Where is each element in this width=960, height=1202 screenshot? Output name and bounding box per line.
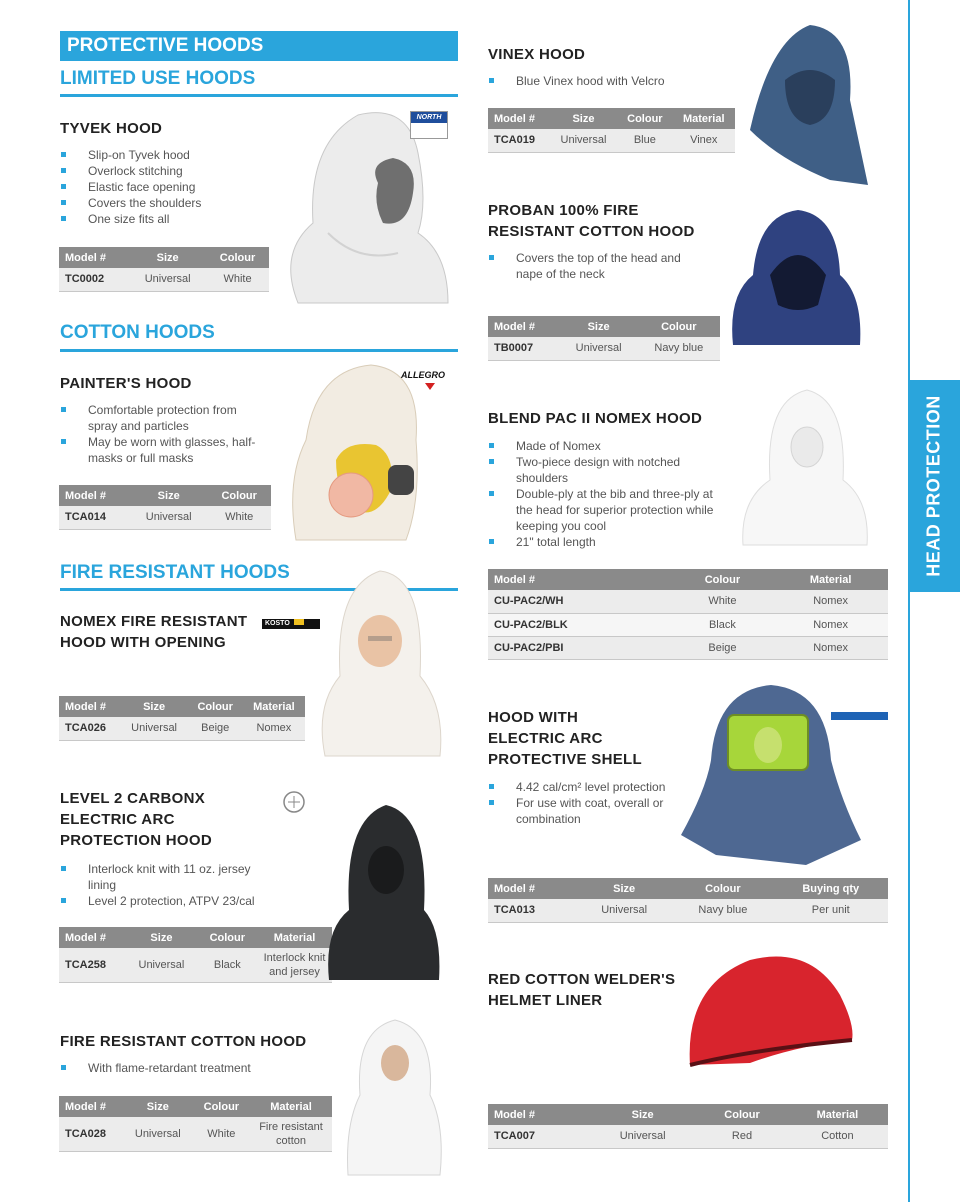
table-header: Size [129, 247, 206, 268]
spec-table-arc-shell [488, 878, 888, 923]
spec-table-carbonx [59, 927, 332, 983]
cell-model: CU-PAC2/WH [488, 590, 672, 613]
product-title-fr-cotton: FIRE RESISTANT COTTON HOOD [60, 1033, 307, 1050]
product-title-blendpac: BLEND PAC II NOMEX HOOD [488, 410, 703, 427]
bullet-item: May be worn with glasses, half-masks or full masks [60, 434, 260, 466]
carbonx-hood-image [324, 800, 444, 990]
table-row [488, 636, 888, 659]
section-title-fire-resistant: FIRE RESISTANT HOODS [60, 562, 290, 583]
bullet-item: For use with coat, overall or combination [488, 795, 668, 827]
spec-table-blendpac [488, 569, 888, 660]
table-header: Material [243, 696, 305, 717]
cell-buying-qty: Per unit [774, 899, 888, 922]
section-title-limited-use: LIMITED USE HOODS [60, 68, 256, 89]
table-header: Colour [193, 1096, 250, 1117]
table-header: Model # [488, 316, 560, 337]
table-header: Model # [488, 108, 550, 129]
vinex-hood-image [740, 20, 875, 190]
spec-table-nomex-opening [59, 696, 305, 741]
table-header: Colour [188, 696, 243, 717]
title-line: PROTECTION HOOD [60, 832, 213, 849]
spec-table-proban [488, 316, 720, 361]
section-title-cotton: COTTON HOODS [60, 322, 215, 343]
table-header: Size [560, 316, 638, 337]
cell-size: Universal [123, 1117, 193, 1151]
cell-colour: White [206, 268, 269, 291]
cell-colour: Navy blue [672, 899, 773, 922]
table-header: Size [125, 927, 197, 948]
title-line: PROTECTIVE SHELL [488, 751, 642, 768]
cell-material: Nomex [773, 636, 888, 659]
section-rule [60, 349, 458, 352]
cell-material: Nomex [773, 613, 888, 636]
product-title-arc-shell [488, 707, 642, 770]
bullet-item: Covers the shoulders [60, 195, 260, 211]
cell-size: Universal [121, 717, 188, 740]
section-rule [60, 94, 458, 97]
table-header: Size [576, 878, 672, 899]
cell-colour: Red [697, 1125, 787, 1148]
allegro-logo [401, 370, 457, 390]
cell-colour: White [672, 590, 774, 613]
spec-table-vinex [488, 108, 735, 153]
cell-colour: Beige [188, 717, 243, 740]
cell-material: Cotton [787, 1125, 888, 1148]
bullet-item: Comfortable protection from spray and particles [60, 402, 260, 434]
title-line: LEVEL 2 CARBONX [60, 790, 206, 807]
table-header: Material [673, 108, 735, 129]
table-header: Model # [488, 569, 672, 590]
bullet-list-vinex [488, 73, 718, 89]
cell-material: Vinex [673, 129, 735, 152]
cell-model: CU-PAC2/PBI [488, 636, 672, 659]
bullet-item: With flame-retardant treatment [60, 1060, 280, 1076]
table-header: Material [787, 1104, 888, 1125]
cell-material: Interlock knit and jersey [257, 948, 332, 982]
table-header: Model # [488, 1104, 588, 1125]
cell-model: TCA014 [59, 506, 130, 529]
table-header: Model # [59, 485, 130, 506]
table-header: Size [121, 696, 188, 717]
cell-size: Universal [550, 129, 617, 152]
cell-size: Universal [130, 506, 207, 529]
table-header: Colour [198, 927, 257, 948]
bullet-item: Level 2 protection, ATPV 23/cal [60, 893, 280, 909]
title-line: HOOD WITH [488, 709, 579, 726]
table-header: Model # [488, 878, 576, 899]
bullet-list-blendpac [488, 438, 720, 550]
table-row [59, 506, 271, 529]
bullet-item: Made of Nomex [488, 438, 720, 454]
cell-size: Universal [588, 1125, 697, 1148]
bullet-item: Double-ply at the bib and three-ply at the head for superior protection while keeping you cool [488, 486, 720, 534]
blendpac-hood-image [735, 385, 875, 555]
table-row [488, 613, 888, 636]
certification-icon [282, 790, 308, 814]
bullet-list-tyvek [60, 147, 260, 227]
bullet-list-painter [60, 402, 260, 466]
cell-size: Universal [125, 948, 197, 982]
bullet-item: Overlock stitching [60, 163, 260, 179]
brand-logo [831, 712, 888, 720]
cell-model: TCA026 [59, 717, 121, 740]
cell-model: TCA019 [488, 129, 550, 152]
page-banner: PROTECTIVE HOODS [60, 31, 458, 61]
bullet-item: Slip-on Tyvek hood [60, 147, 260, 163]
table-header: Material [250, 1096, 332, 1117]
fr-cotton-hood-image [340, 1015, 450, 1180]
spec-table-painter [59, 485, 271, 530]
cell-model: TCA013 [488, 899, 576, 922]
table-header: Colour [638, 316, 720, 337]
cell-colour: White [207, 506, 271, 529]
product-title-proban [488, 200, 695, 242]
cell-model: TC0002 [59, 268, 129, 291]
title-line: HOOD WITH OPENING [60, 634, 226, 651]
side-tab-label: HEAD PROTECTION [923, 395, 944, 577]
cell-size: Universal [576, 899, 672, 922]
title-line: ELECTRIC ARC [60, 811, 175, 828]
product-title-nomex-opening [60, 611, 247, 653]
bullet-item: One size fits all [60, 211, 260, 227]
bullet-list-arc-shell [488, 779, 668, 827]
title-line: RESISTANT COTTON HOOD [488, 223, 695, 240]
cell-colour: Navy blue [638, 337, 720, 360]
cell-colour: Blue [617, 129, 672, 152]
table-header: Material [773, 569, 888, 590]
product-title-tyvek: TYVEK HOOD [60, 120, 163, 137]
cell-model: CU-PAC2/BLK [488, 613, 672, 636]
table-header: Colour [672, 569, 774, 590]
table-header: Model # [59, 1096, 123, 1117]
cell-material: Fire resistant cotton [250, 1117, 332, 1151]
table-header: Colour [672, 878, 773, 899]
kosto-logo-mark [294, 619, 304, 625]
bullet-item: 21" total length [488, 534, 720, 550]
table-header: Colour [617, 108, 672, 129]
bullet-item: 4.42 cal/cm² level protection [488, 779, 668, 795]
bullet-item: Covers the top of the head and nape of the neck [488, 250, 698, 282]
table-header: Size [550, 108, 617, 129]
bullet-list-proban [488, 250, 698, 282]
bullet-item: Two-piece design with notched shoulders [488, 454, 720, 486]
allegro-logo-text: ALLEGRO [401, 370, 445, 380]
table-header: Material [257, 927, 332, 948]
table-header: Model # [59, 696, 121, 717]
table-header: Colour [697, 1104, 787, 1125]
side-border [908, 0, 960, 1202]
cell-model: TCA007 [488, 1125, 588, 1148]
table-header: Buying qty [774, 878, 888, 899]
table-row [488, 899, 888, 922]
product-title-painter: PAINTER'S HOOD [60, 375, 192, 392]
table-row [488, 1125, 888, 1148]
arc-shell-hood-image [676, 680, 866, 870]
title-line: NOMEX FIRE RESISTANT [60, 613, 248, 630]
spec-table-tyvek [59, 247, 269, 292]
bullet-list-fr-cotton [60, 1060, 280, 1076]
table-row [59, 717, 305, 740]
title-line: ELECTRIC ARC [488, 730, 603, 747]
table-header: Size [130, 485, 207, 506]
table-row [59, 1117, 332, 1151]
title-line: RED COTTON WELDER'S [488, 971, 676, 988]
table-row [59, 268, 269, 291]
table-row [488, 337, 720, 360]
bullet-item: Elastic face opening [60, 179, 260, 195]
table-header: Size [588, 1104, 697, 1125]
cell-colour: Black [672, 613, 774, 636]
bullet-item: Interlock knit with 11 oz. jersey lining [60, 861, 280, 893]
spec-table-welder [488, 1104, 888, 1149]
nomex-hood-image [310, 566, 450, 766]
side-tab [908, 380, 960, 592]
product-title-welder [488, 969, 675, 1011]
kosto-logo-text: KOSTO [265, 620, 290, 627]
cell-model: TCA258 [59, 948, 125, 982]
table-header: Model # [59, 247, 129, 268]
table-header: Model # [59, 927, 125, 948]
cell-colour: Black [198, 948, 257, 982]
bullet-item: Blue Vinex hood with Velcro [488, 73, 718, 89]
cell-colour: White [193, 1117, 250, 1151]
proban-hood-image [728, 205, 864, 355]
title-line: HELMET LINER [488, 992, 603, 1009]
product-title-carbonx [60, 788, 212, 851]
table-header: Colour [207, 485, 271, 506]
table-row [488, 590, 888, 613]
table-row [488, 129, 735, 152]
kosto-logo [262, 619, 320, 629]
north-logo [410, 111, 448, 139]
cell-colour: Beige [672, 636, 774, 659]
north-logo-text: NORTH [411, 112, 447, 123]
cell-material: Nomex [243, 717, 305, 740]
title-line: PROBAN 100% FIRE [488, 202, 639, 219]
welder-liner-image [680, 945, 860, 1075]
spec-table-fr-cotton [59, 1096, 332, 1152]
cell-model: TB0007 [488, 337, 560, 360]
cell-size: Universal [129, 268, 206, 291]
bullet-list-carbonx [60, 861, 280, 909]
table-header: Colour [206, 247, 269, 268]
cell-model: TCA028 [59, 1117, 123, 1151]
cell-material: Nomex [773, 590, 888, 613]
table-row [59, 948, 332, 982]
cell-size: Universal [560, 337, 638, 360]
allegro-logo-mark [425, 383, 435, 390]
table-header: Size [123, 1096, 193, 1117]
product-title-vinex: VINEX HOOD [488, 46, 586, 63]
